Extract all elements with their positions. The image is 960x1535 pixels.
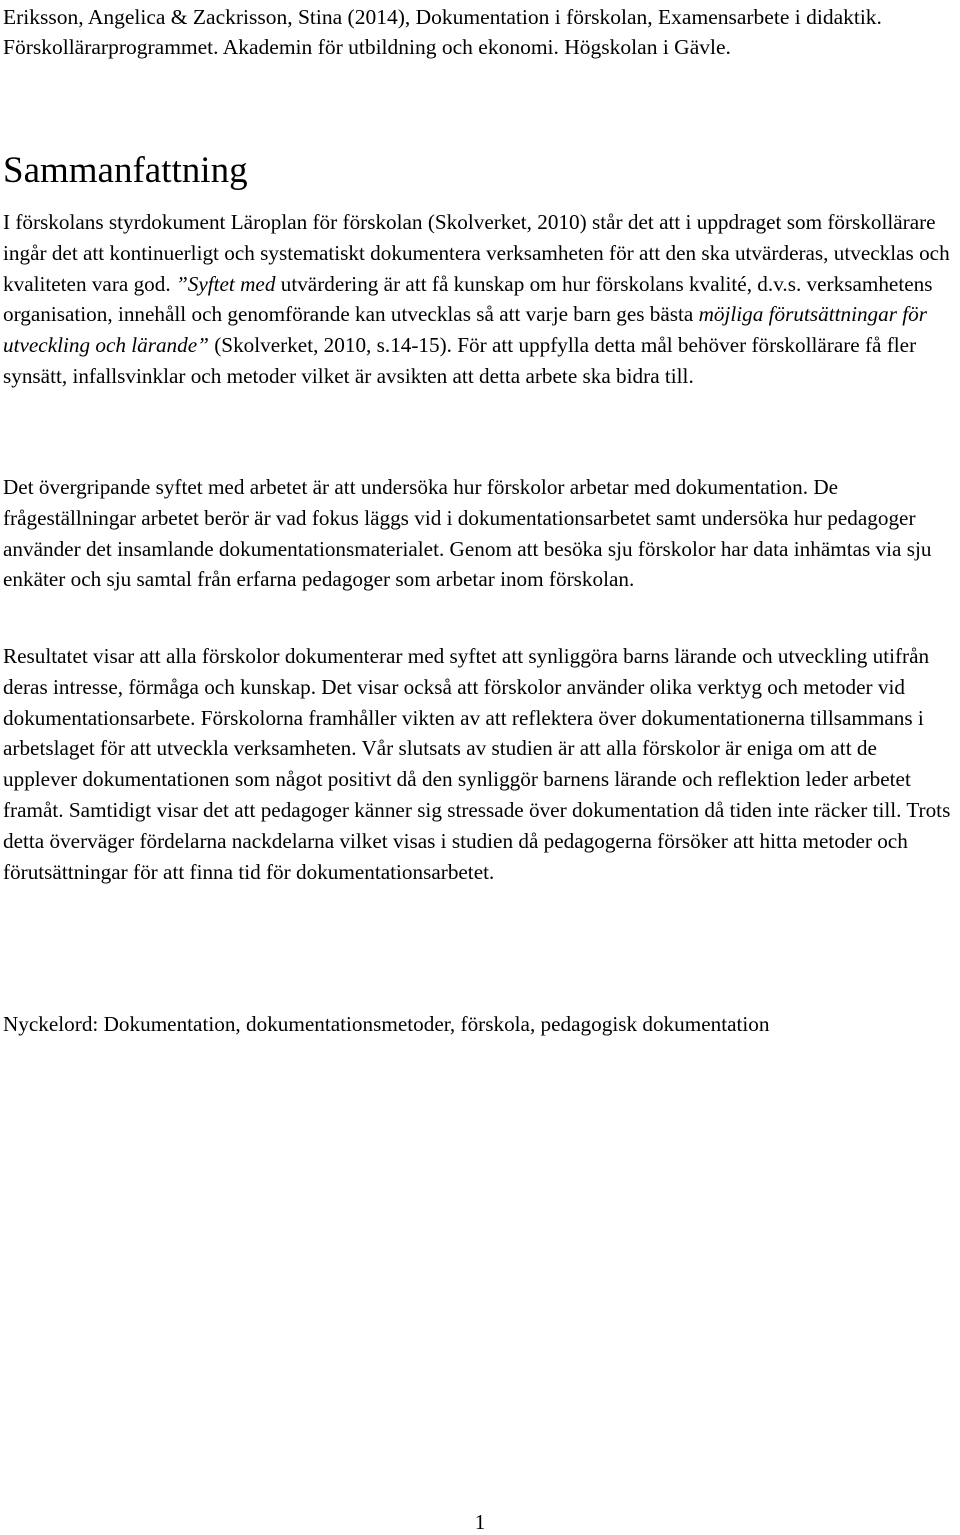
summary-paragraph-3: Resultatet visar att alla förskolor dokumenterar med syftet att synliggöra barns lärande och utveckling utifrån deras intresse, förmåga och kunskap. Det visar också att förskolor använder olika verktyg och metoder vid dokumentationsarbete. Förskolorna framhåller vikten av att reflektera över dokumentationerna tillsammans i arbetslaget för att utveckla verksamheten. Vår slutsats av studien är att alla förskolor är eniga om att de upplever dokumentationen som något positivt då den synliggör barnens lärande och reflektion leder arbetet framåt. Samtidigt visar det att pedagoger känner sig stressade över dokumentation då tiden inte räcker till. Trots detta överväger fördelarna nackdelarna vilket visas i studien då pedagogerna försöker att hitta metoder och förutsättningar för att finna tid för dokumentationsarbetet. [3, 644, 951, 884]
summary-paragraph-1 [3, 207, 955, 392]
summary-paragraph-2: Det övergripande syftet med arbetet är att undersöka hur förskolor arbetar med dokumentation. De frågeställningar arbetet berör är vad fokus läggs vid i dokumentationsarbetet samt undersöka hur pedagoger använder det insamlande dokumentationsmaterialet. Genom att besöka sju förskolor har data inhämtas via sju enkäter och sju samtal från erfarna pedagoger som arbetar inom förskolan. [3, 475, 932, 592]
quote-plain: utvärdering är att få kunskap om hur förskolans kvalité, d.v.s. verksamhetens organisation, innehåll och genomförande kan utvecklas så att varje barn ges bästa [3, 271, 933, 327]
page-title: Sammanfattning [3, 150, 248, 191]
page-number: 1 [474, 1510, 486, 1534]
citation: Eriksson, Angelica & Zackrisson, Stina (2014), Dokumentation i förskolan, Examensarbete i didaktik. Förskollärarprogrammet. Akademin för utbildning och ekonomi. Högskolan i Gävle. [3, 5, 882, 59]
keywords: Nyckelord: Dokumentation, dokumentationsmetoder, förskola, pedagogisk dokumentation [3, 1012, 770, 1036]
quote-end: möjliga förutsättningar för utveckling och lärande” [3, 302, 928, 358]
quote-start: ”Syftet med [175, 271, 281, 296]
paragraph-1-rest: (Skolverket, 2010, s.14-15). För att uppfylla detta mål behöver förskollärare få fler synsätt, infallsvinklar och metoder vilket är avsikten att detta arbete ska bidra till. [3, 333, 917, 388]
paragraph-1-intro: I förskolans styrdokument Läroplan för förskolan (Skolverket, 2010) står det att i uppdraget som förskollärare ingår det att kontinuerligt och systematiskt dokumentera verksamheten för att den ska utvärderas, utvecklas och kvaliteten vara god. [3, 210, 950, 296]
